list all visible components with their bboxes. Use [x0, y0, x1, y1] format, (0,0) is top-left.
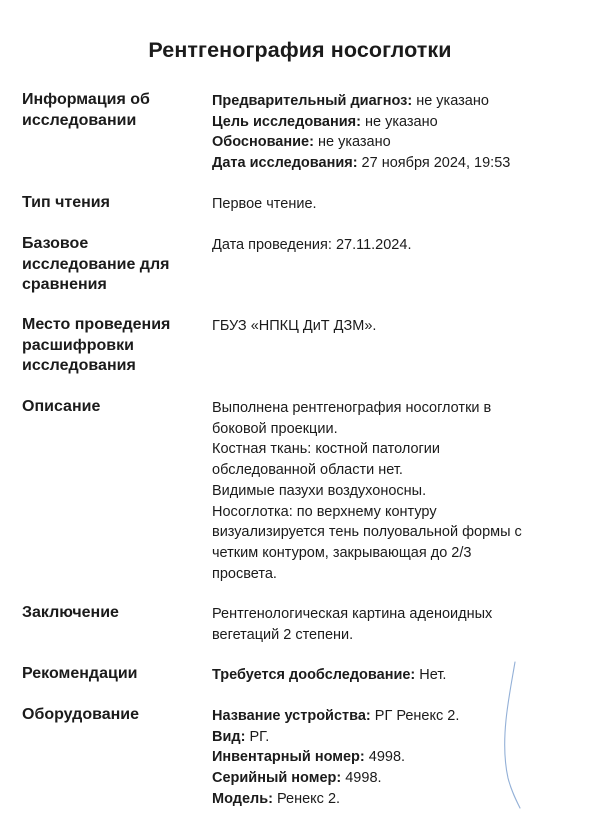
equipment-line-device-name: Название устройства: РГ Ренекс 2. — [212, 708, 460, 724]
conclusion-line: Рентгенологическая картина аденоидных — [212, 606, 493, 622]
description-line: просвета. — [212, 565, 277, 582]
description-line: Видимые пазухи воздухоносны. — [212, 482, 427, 499]
description-line: боковой проекции. — [212, 420, 338, 437]
section-value-description — [212, 398, 572, 584]
signature-stroke — [490, 660, 530, 810]
section-value-reading-type: Первое чтение. — [212, 196, 317, 212]
conclusion-line: вегетаций 2 степени. — [212, 626, 354, 643]
equipment-line-inventory: Инвентарный номер: 4998. — [212, 749, 406, 766]
equipment-line-type: Вид: РГ. — [212, 728, 270, 745]
section-label-description: Описание — [22, 398, 101, 415]
section-value-baseline: Дата проведения: 27.11.2024. — [212, 237, 412, 253]
section-label-place: Место проведения расшифровки исследования — [22, 316, 171, 374]
description-line: Выполнена рентгенография носоглотки в — [212, 400, 492, 416]
description-line: Костная ткань: костной патологии — [212, 441, 440, 458]
page-title: Рентгенография носоглотки — [148, 38, 452, 62]
section-label-info: Информация об исследовании — [22, 91, 150, 129]
section-label-recommendations: Рекомендации — [22, 665, 138, 682]
info-line-purpose: Цель исследования: не указано — [212, 113, 438, 130]
section-value-recommendations: Требуется дообследование: Нет. — [212, 667, 447, 683]
info-line-date: Дата исследования: 27 ноября 2024, 19:53 — [212, 155, 511, 172]
info-line-diagnosis: Предварительный диагноз: не указано — [212, 93, 489, 109]
equipment-line-serial: Серийный номер: 4998. — [212, 770, 382, 787]
section-label-reading-type: Тип чтения — [22, 194, 110, 211]
equipment-line-model: Модель: Ренекс 2. — [212, 790, 341, 807]
description-line: четким контуром, закрывающая до 2/3 — [212, 544, 472, 561]
section-label-baseline: Базовое исследование для сравнения — [22, 235, 170, 293]
description-line: Носоглотка: по верхнему контуру — [212, 503, 437, 520]
description-line: визуализируется тень полуовальной формы с — [212, 524, 522, 541]
section-label-conclusion: Заключение — [22, 604, 119, 621]
section-label-equipment: Оборудование — [22, 706, 140, 723]
section-value-conclusion — [212, 604, 572, 645]
description-line: обследованной области нет. — [212, 462, 403, 479]
section-value-place: ГБУЗ «НПКЦ ДиТ ДЗМ». — [212, 318, 377, 334]
section-value-info — [212, 91, 572, 174]
info-line-justification: Обоснование: не указано — [212, 134, 391, 151]
